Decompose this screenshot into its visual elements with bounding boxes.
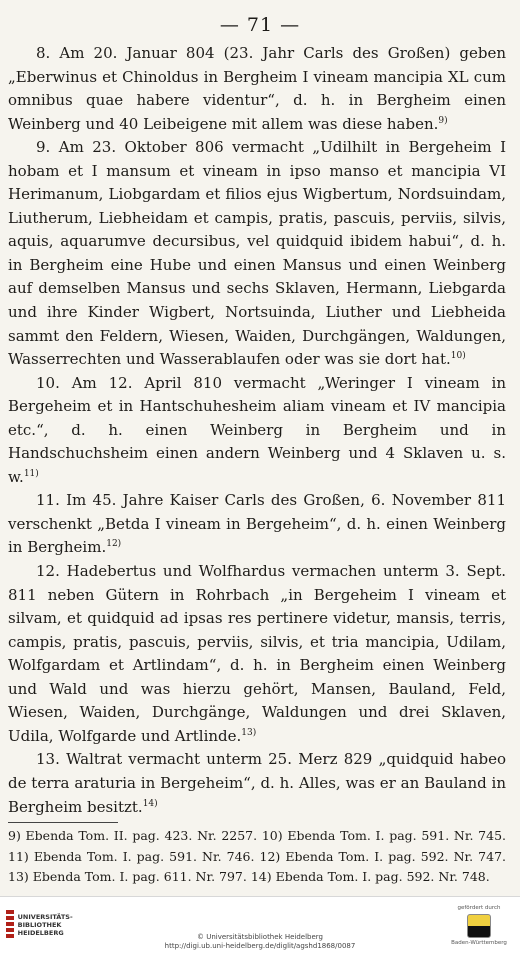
permalink[interactable]: http://digi.ub.uni-heidelberg.de/diglit/agshd1868/0087 (164, 941, 356, 950)
copyright-text: © Universitätsbibliothek Heidelberg (196, 933, 323, 941)
coat-of-arms-icon (467, 914, 491, 938)
funder-label: gefördert durch (457, 905, 501, 911)
viewer-footer (0, 896, 520, 953)
paragraph-11: 11. Im 45. Jahre Kaiser Carls des Großen, 6. November 811 verschenkt „Betda I vineam in Bergeheim“, d. h. einen Weinberg in Bergheim.$^{12)}$ (8, 491, 506, 557)
footnote-ref-9[interactable]: 9) (438, 115, 448, 126)
funder-name: Baden-Württemberg (451, 940, 507, 946)
paragraph-13: 13. Waltrat vermacht unterm 25. Merz 829 „quidquid habeo de terra araturia in Bergeheim“, d. h. Alles, was er an Bauland in Bergheim besitzt.$^{14)}$ (8, 750, 506, 816)
library-logo[interactable] (6, 905, 98, 945)
paragraph-9: 9. Am 23. Oktober 806 vermacht „Udilhilt in Bergeheim I hobam et I mansum et vineam in ipso manso et mancipia VI Herimanum, Liobgardam et filios ejus Wigbertum, Nordsuindam, Liutherum, Liebheidam et campis, pratis, pascuis, perviis, silvis, aquis, aquarumve decursibus, vel quidquid ibidem habui“, d. h. in Bergheim eine Hube und einen Mansus und einen Weinberg auf demselben Mansus und sechs Sklaven, Hermann, Liebgarda und ihre Kinder Wigbert, Nortsuinda, Liuther und Liebheida sammt den Feldern, Wiesen, Waiden, Durchgängen, Waldungen, Wasserrechten und Wasserablaufen oder was sie dort hat.$^{10)}$ (8, 138, 506, 369)
library-logo-icon (6, 910, 14, 940)
footnote-divider (8, 822, 118, 823)
paragraph-10: 10. Am 12. April 810 vermacht „Weringer I vineam in Bergeheim et in Hantschuhesheim aliam vineam et IV mancipia etc.“, d. h. einen Weinberg in Bergheim und in Handschuchsheim einen andern Weinberg und 4 Sklaven u. s. w.$^{11)}$ (8, 373, 506, 486)
footnote-ref-12[interactable]: 12) (106, 539, 122, 550)
footnote-ref-11[interactable]: 11) (23, 468, 39, 479)
funder-logo[interactable] (444, 905, 514, 949)
library-logo-text: UNIVERSITÄTS-BIBLIOTHEK HEIDELBERG (17, 913, 73, 937)
footer-info (120, 933, 400, 950)
footnote-ref-10[interactable]: 10) (450, 351, 466, 362)
page-number: — 71 — (219, 14, 301, 36)
main-text (8, 42, 506, 819)
paragraph-12: 12. Hadebertus und Wolfhardus vermachen unterm 3. Sept. 811 neben Gütern in Rohrbach „in Bergeheim I vineam et silvam, et quidquid ad ipsas res pertinere videtur, mansis, terris, campis, pratis, pascuis, perviis, silvis, et tria mancipia, Udilam, Wolfgardam et Artlindam“, d. h. in Bergheim einen Weinberg und Wald und was hierzu gehört, Mansen, Bauland, Feld, Wiesen, Waiden, Durchgänge, Waldungen und drei Sklaven, Udila, Wolfgarde und Artlinde.$^{13)}$ (8, 562, 506, 745)
footnotes: 9) Ebenda Tom. II. pag. 423. Nr. 2257. 10) Ebenda Tom. I. pag. 591. Nr. 745. 11) Ebenda Tom. I. pag. 591. Nr. 746. 12) Ebenda Tom. I. pag. 592. Nr. 747. 13) Ebenda Tom. I. pag. 611. Nr. 797. 14) Ebenda Tom. I. pag. 592. Nr. 748. (8, 828, 506, 884)
paragraph-8: 8. Am 20. Januar 804 (23. Jahr Carls des Großen) geben „Eberwinus et Chinoldus in Bergheim I vineam mancipia XL cum omnibus quae habere videntur“, d. h. in Bergheim einen Weinberg und 40 Leibeigene mit allem was diese haben.$^{9)}$ (8, 44, 506, 133)
footnote-ref-13[interactable]: 13) (241, 727, 257, 738)
footnote-ref-14[interactable]: 14) (142, 798, 158, 809)
